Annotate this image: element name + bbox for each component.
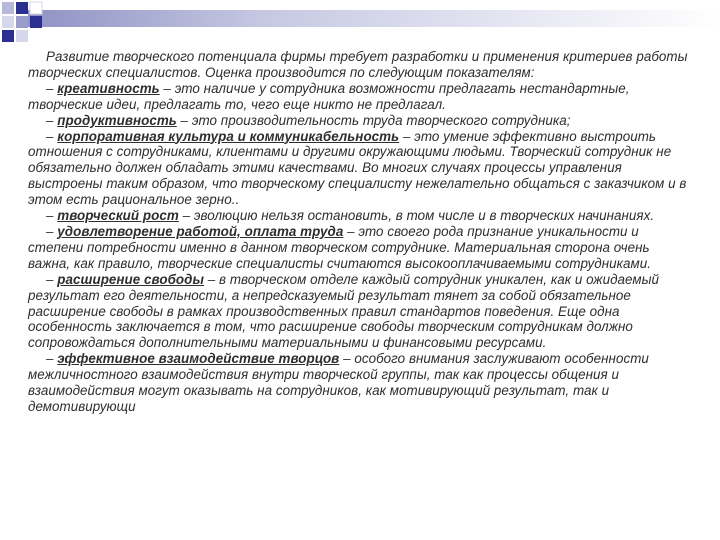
paragraph-lead: – bbox=[46, 128, 58, 144]
decor-square bbox=[30, 16, 42, 28]
paragraph-intro bbox=[28, 49, 692, 81]
paragraph-lead: – bbox=[46, 223, 58, 239]
paragraph-text: – в творческом отделе каждый сотрудник уникален, как и ожидаемый результат его деятельности, а непредсказуемый результат тянет за собой обязательное расширение свободы в рамках производственных правил стандартов поведения. Еще одна особенность заключается в том, что расширение свободы творческим сотрудникам должно сопровождаться дополнительными материальными и финансовыми ресурсами. bbox=[28, 271, 659, 351]
paragraph-lead: – bbox=[46, 112, 58, 128]
slide-body bbox=[28, 49, 692, 415]
paragraph-freedom bbox=[28, 272, 692, 352]
decor-square bbox=[16, 16, 28, 28]
paragraph-productivity bbox=[28, 113, 692, 129]
paragraph-term: корпоративная культура и коммуникабельность bbox=[57, 128, 400, 144]
paragraph-term: продуктивность bbox=[57, 112, 177, 128]
decorative-squares bbox=[0, 0, 720, 48]
paragraph-text: – это своего рода признание уникальности и степени потребности именно в данном творческом сотруднике. Материальная сторона очень важна, как правило, творческие специалисты считаются высокооплачиваемыми сотрудниками. bbox=[28, 223, 651, 271]
paragraph-lead: – bbox=[46, 351, 58, 367]
paragraph-term: креативность bbox=[57, 80, 160, 96]
paragraph-growth bbox=[28, 208, 692, 224]
paragraph-lead: – bbox=[46, 80, 58, 96]
decor-square bbox=[2, 16, 14, 28]
paragraph-interaction bbox=[28, 351, 692, 415]
header-gradient-bar bbox=[28, 10, 720, 27]
paragraph-text: – это наличие у сотрудника возможности предлагать нестандартные, творческие идеи, предлагать то, чего еще никто не предлагал. bbox=[28, 80, 630, 112]
decor-square bbox=[2, 30, 14, 42]
paragraph-lead: – bbox=[46, 208, 58, 224]
paragraph-term: удовлетворение работой, оплата труда bbox=[57, 223, 344, 239]
paragraph-term: творческий рост bbox=[57, 208, 179, 224]
decor-square bbox=[16, 30, 28, 42]
paragraph-text: – это умение эффективно выстроить отношения с сотрудниками, клиентами и другими окружающими людьми. Творческий сотрудник не обязательно должен обладать этими качествами. Во многих случаях процессы управления выстроены таким образом, что творческому специалисту нежелательно общаться с заказчиком и в этом есть рациональное зерно.. bbox=[28, 128, 687, 208]
paragraph-text: Развитие творческого потенциала фирмы требует разработки и применения критериев работы творческих специалистов. Оценка производится по следующим показателям: bbox=[28, 49, 688, 80]
decor-square bbox=[2, 2, 14, 14]
paragraph-lead: – bbox=[46, 271, 58, 287]
paragraph-creativity bbox=[28, 81, 692, 113]
paragraph-text: – эволюцию нельзя остановить, в том числе и в творческих начинаниях. bbox=[178, 208, 655, 224]
paragraph-term: эффективное взаимодействие творцов bbox=[57, 351, 340, 367]
decor-square bbox=[30, 2, 42, 14]
header-decoration bbox=[0, 0, 720, 48]
paragraph-culture bbox=[28, 129, 692, 209]
paragraph-text: – это производительность труда творческого сотрудника; bbox=[176, 112, 571, 128]
paragraph-satisfaction bbox=[28, 224, 692, 272]
paragraph-text: – особого внимания заслуживают особенности межличностного взаимодействия внутри творческой группы, так как процессы общения и взаимодействия могут оказывать на сотрудников, как мотивирующий результат, так и демотивирующи bbox=[28, 351, 649, 414]
paragraph-term: расширение свободы bbox=[57, 271, 204, 287]
decor-square bbox=[16, 2, 28, 14]
